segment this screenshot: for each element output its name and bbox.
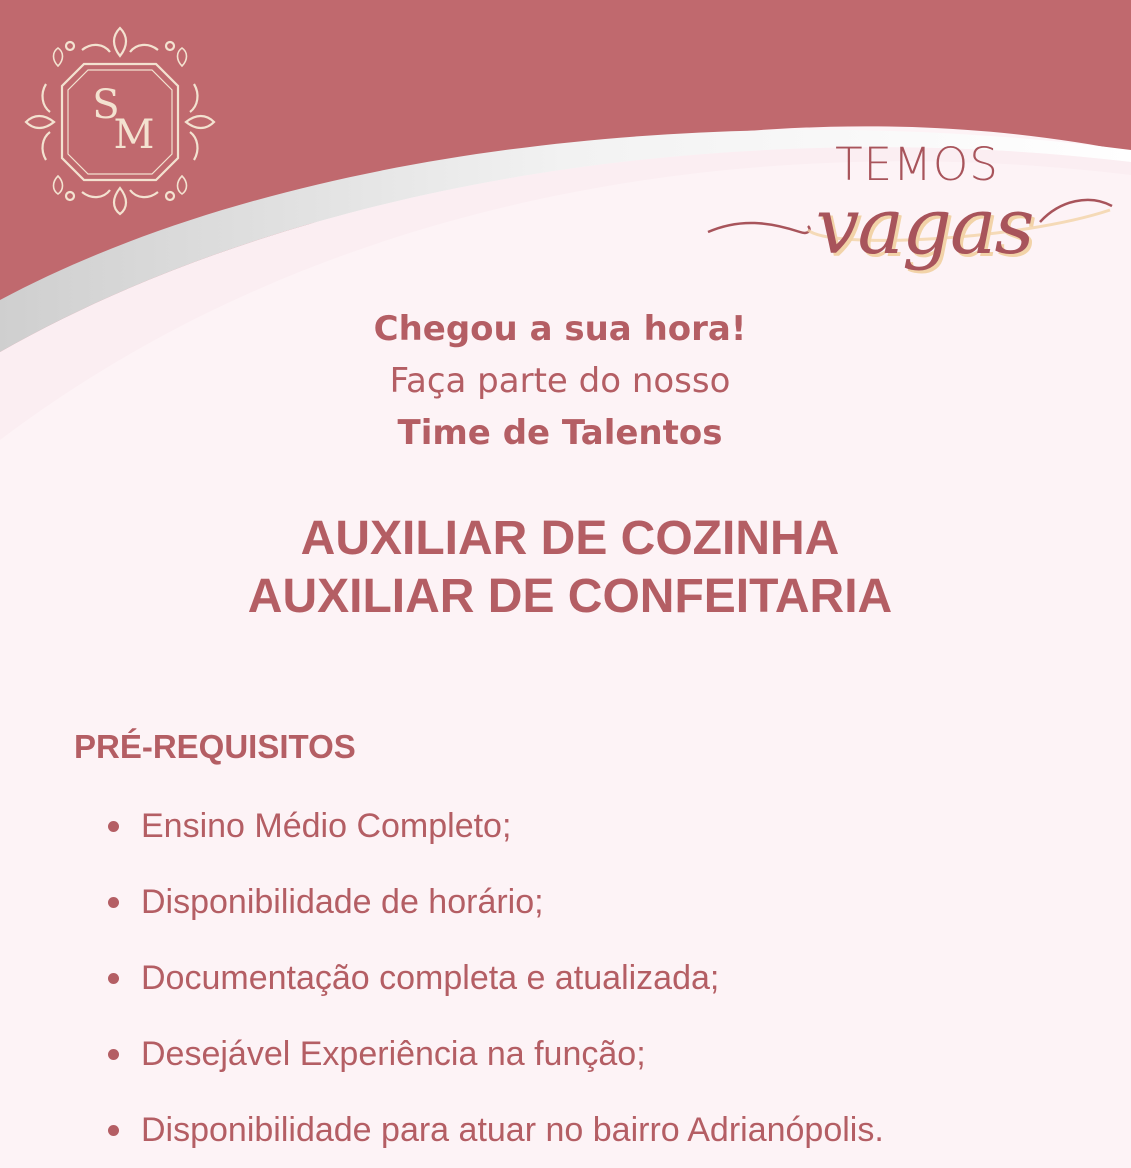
list-item-text: Documentação completa e atualizada; <box>141 959 720 997</box>
list-item <box>104 940 1104 1016</box>
list-item-text: Ensino Médio Completo; <box>141 807 512 845</box>
job-title: AUXILIAR DE CONFEITARIA <box>247 570 893 623</box>
list-item-text: Desejável Experiência na função; <box>141 1035 646 1073</box>
bullet-icon <box>108 1125 119 1136</box>
intro-line-2: Faça parte do nosso <box>389 361 731 401</box>
headline-temos: TEMOS <box>835 138 999 191</box>
intro-text <box>250 303 870 459</box>
list-item <box>104 864 1104 940</box>
floral-monogram-logo <box>22 20 218 216</box>
list-item <box>104 788 1104 864</box>
bullet-icon <box>108 973 119 984</box>
headline-vagas: vagas <box>815 182 1033 272</box>
monogram-m: M <box>113 112 155 158</box>
requirements-title: PRÉ-REQUISITOS <box>74 728 356 765</box>
job-titles <box>90 510 1050 626</box>
job-title: AUXILIAR DE COZINHA <box>300 512 840 565</box>
requirements-list <box>104 788 1104 1168</box>
list-item-text: Disponibilidade de horário; <box>141 883 544 921</box>
list-item-text: Disponibilidade para atuar no bairro Adrianópolis. <box>141 1111 884 1149</box>
monogram-s: S <box>92 82 120 128</box>
bullet-icon <box>108 897 119 908</box>
headline-vagas-group <box>700 180 1120 290</box>
bullet-icon <box>108 821 119 832</box>
intro-line-3: Time de Talentos <box>397 413 723 453</box>
list-item <box>104 1016 1104 1092</box>
intro-line-1: Chegou a sua hora! <box>373 309 747 349</box>
bullet-icon <box>108 1049 119 1060</box>
